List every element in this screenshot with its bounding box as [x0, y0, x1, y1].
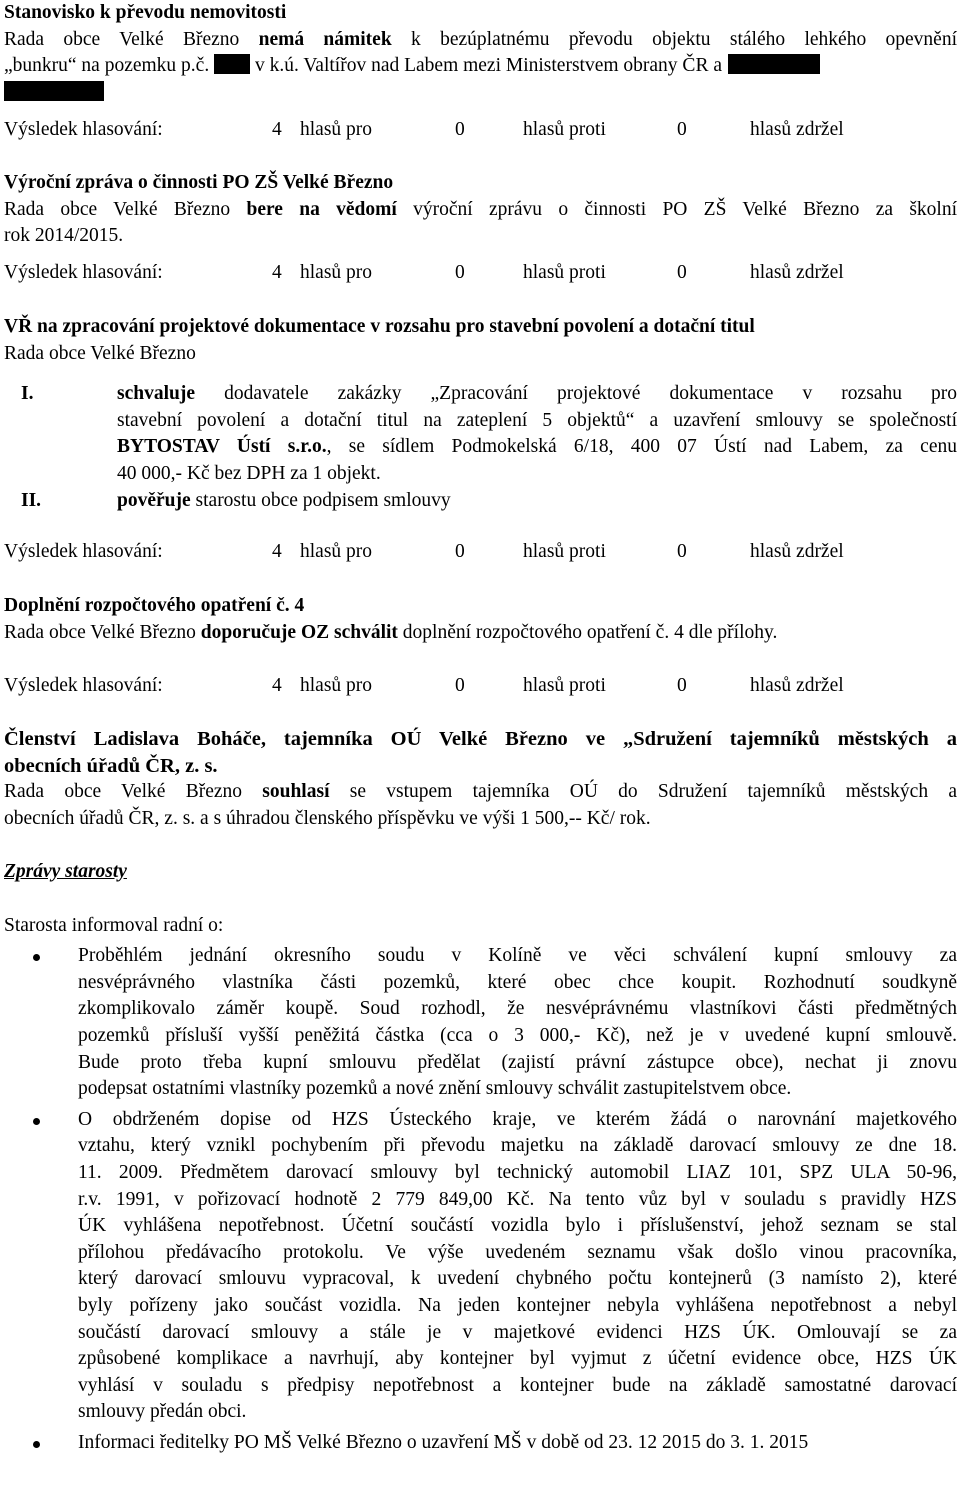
bullet-icon: [33, 1441, 40, 1448]
paragraph: [4, 80, 957, 107]
bullet-icon: [33, 954, 40, 961]
section-heading: Stanovisko k převodu nemovitosti: [4, 2, 287, 23]
resolution-item: II. pověřuje starostu obce podpisem smlouvy: [21, 489, 451, 511]
list-item: O obdrženém dopise od HZS Ústeckého kraje, ve kterém žádá o narovnání majetkového vztahu, který vznikl pochybením při převodu majetku na základě darovací smlouvy ze dne 18. 11. 2009. Předmětem darovací smlouvy byl technický automobil LIAZ 101, SPZ ULA 50-96, r.v. 1991, v pořizovací hodnotě 2 779 849,00 Kč. Na tento vůz byl v souladu s pravidly HZS ÚK vyhlášena nepotřebnost. Účetní součástí vozidla bylo i příslušenství, jehož seznam se stal přílohou předávacího protokolu. Ve výše uvedeném seznamu však došlo vinou pracovníka, který darovací smlouvu vypracoval, k uvedení chybného počtu kontejnerů (3 namísto 2), které byly pořízeny jako součást vozidla. Na jeden kontejner nebyla vyhlášena nepotřebnost a nebyl součástí darovací smlouvy a stále je v majetkové evidenci HZS ÚK. Omlouvají se za způsobené komplikace a navrhují, aby kontejner byl vyjmut z účetní evidence obce, HZS ÚK vyhlásí v souladu s předpisy nepotřebnost a kontejner bude na základě samostatné darovací smlouvy předán obci.: [4, 1107, 957, 1426]
redaction-block: [728, 54, 820, 74]
section-heading: Členství Ladislava Boháče, tajemníka OÚ Velké Březno ve „Sdružení tajemníků městských a: [4, 728, 957, 750]
section-heading: Doplnění rozpočtového opatření č. 4: [4, 595, 305, 616]
paragraph: obecních úřadů ČR, z. s. a s úhradou členského příspěvku ve výši 1 500,-- Kč/ rok.: [4, 807, 651, 829]
section-heading: Výroční zpráva o činnosti PO ZŠ Velké Březno: [4, 172, 394, 193]
section-heading: VŘ na zpracování projektové dokumentace v rozsahu pro stavební povolení a dotační titul: [4, 316, 755, 337]
paragraph: Rada obce Velké Březno nemá námitek k bezúplatnému převodu objektu stálého lehkého opevnění: [4, 28, 958, 50]
list-item: Informaci ředitelky PO MŠ Velké Březno o uzavření MŠ v době od 23. 12 2015 do 3. 1. 2015: [4, 1430, 957, 1457]
redaction-block: [4, 81, 104, 101]
section-tender: [4, 314, 957, 514]
section-mayor-reports: [4, 859, 957, 1456]
report-list: [4, 943, 957, 1456]
paragraph: rok 2014/2015.: [4, 225, 124, 247]
section-heading: Zprávy starosty: [4, 861, 127, 882]
paragraph: Starosta informoval radní o:: [4, 914, 224, 936]
vote-result: Výsledek hlasování: 4 hlasů pro 0 hlasů proti 0 hlasů zdržel: [4, 119, 844, 140]
paragraph: Rada obce Velké Březno bere na vědomí výroční zprávu o činnosti PO ZŠ Velké Březno za školní: [4, 198, 957, 220]
vote-result: Výsledek hlasování: 4 hlasů pro 0 hlasů proti 0 hlasů zdržel: [4, 262, 844, 283]
redaction-block: [214, 54, 250, 74]
paragraph: Rada obce Velké Březno doporučuje OZ schválit doplnění rozpočtového opatření č. 4 dle přílohy.: [4, 621, 778, 643]
paragraph: Rada obce Velké Březno souhlasí se vstupem tajemníka OÚ do Sdružení tajemníků městských a: [4, 781, 957, 803]
section-annual-report: [4, 170, 957, 250]
vote-result: Výsledek hlasování: 4 hlasů pro 0 hlasů proti 0 hlasů zdržel: [4, 675, 844, 696]
resolution-list: [4, 381, 957, 514]
paragraph: „bunkru“ na pozemku p.č. v k.ú. Valtířov nad Labem mezi Ministerstvem obrany ČR a: [4, 53, 957, 80]
section-membership: [4, 726, 957, 832]
paragraph: Rada obce Velké Březno: [4, 342, 196, 364]
vote-result: Výsledek hlasování: 4 hlasů pro 0 hlasů proti 0 hlasů zdržel: [4, 541, 844, 562]
list-item: Proběhlém jednání okresního soudu v Kolíně ve věci schválení kupní smlouvy za nesvéprávného vlastníka části pozemků, které obec chce koupit. Rozhodnutí soudkyně zkomplikovalo záměr koupě. Soud rozhodl, že nesvéprávnému vlastníkovi části předmětných pozemků přísluší vyšší peněžitá částka (cca o 3 000,- Kč), než je v uvedené kupní smlouvě. Bude proto třeba kupní smlouvu předělat (zajistí právní zástupce obce), nechat ji znovu podepsat ostatními vlastníky pozemků a nové znění smlouvy schválit zastupitelstvem obce.: [4, 943, 957, 1103]
resolution-item: I. schvaluje dodavatele zakázky „Zpracování projektové dokumentace v rozsahu pro stavební povolení a dotační titul na zateplení 5 objektů“ a uzavření smlouvy se společností BYTOSTAV Ústí s.r.o., se sídlem Podmokelská 6/18, 400 07 Ústí nad Labem, za cenu 40 000,- Kč bez DPH za 1 objekt.: [21, 383, 957, 484]
bullet-icon: [33, 1118, 40, 1125]
section-property-transfer: [4, 0, 957, 106]
section-budget: [4, 593, 957, 646]
section-heading: obecních úřadů ČR, z. s.: [4, 754, 218, 777]
